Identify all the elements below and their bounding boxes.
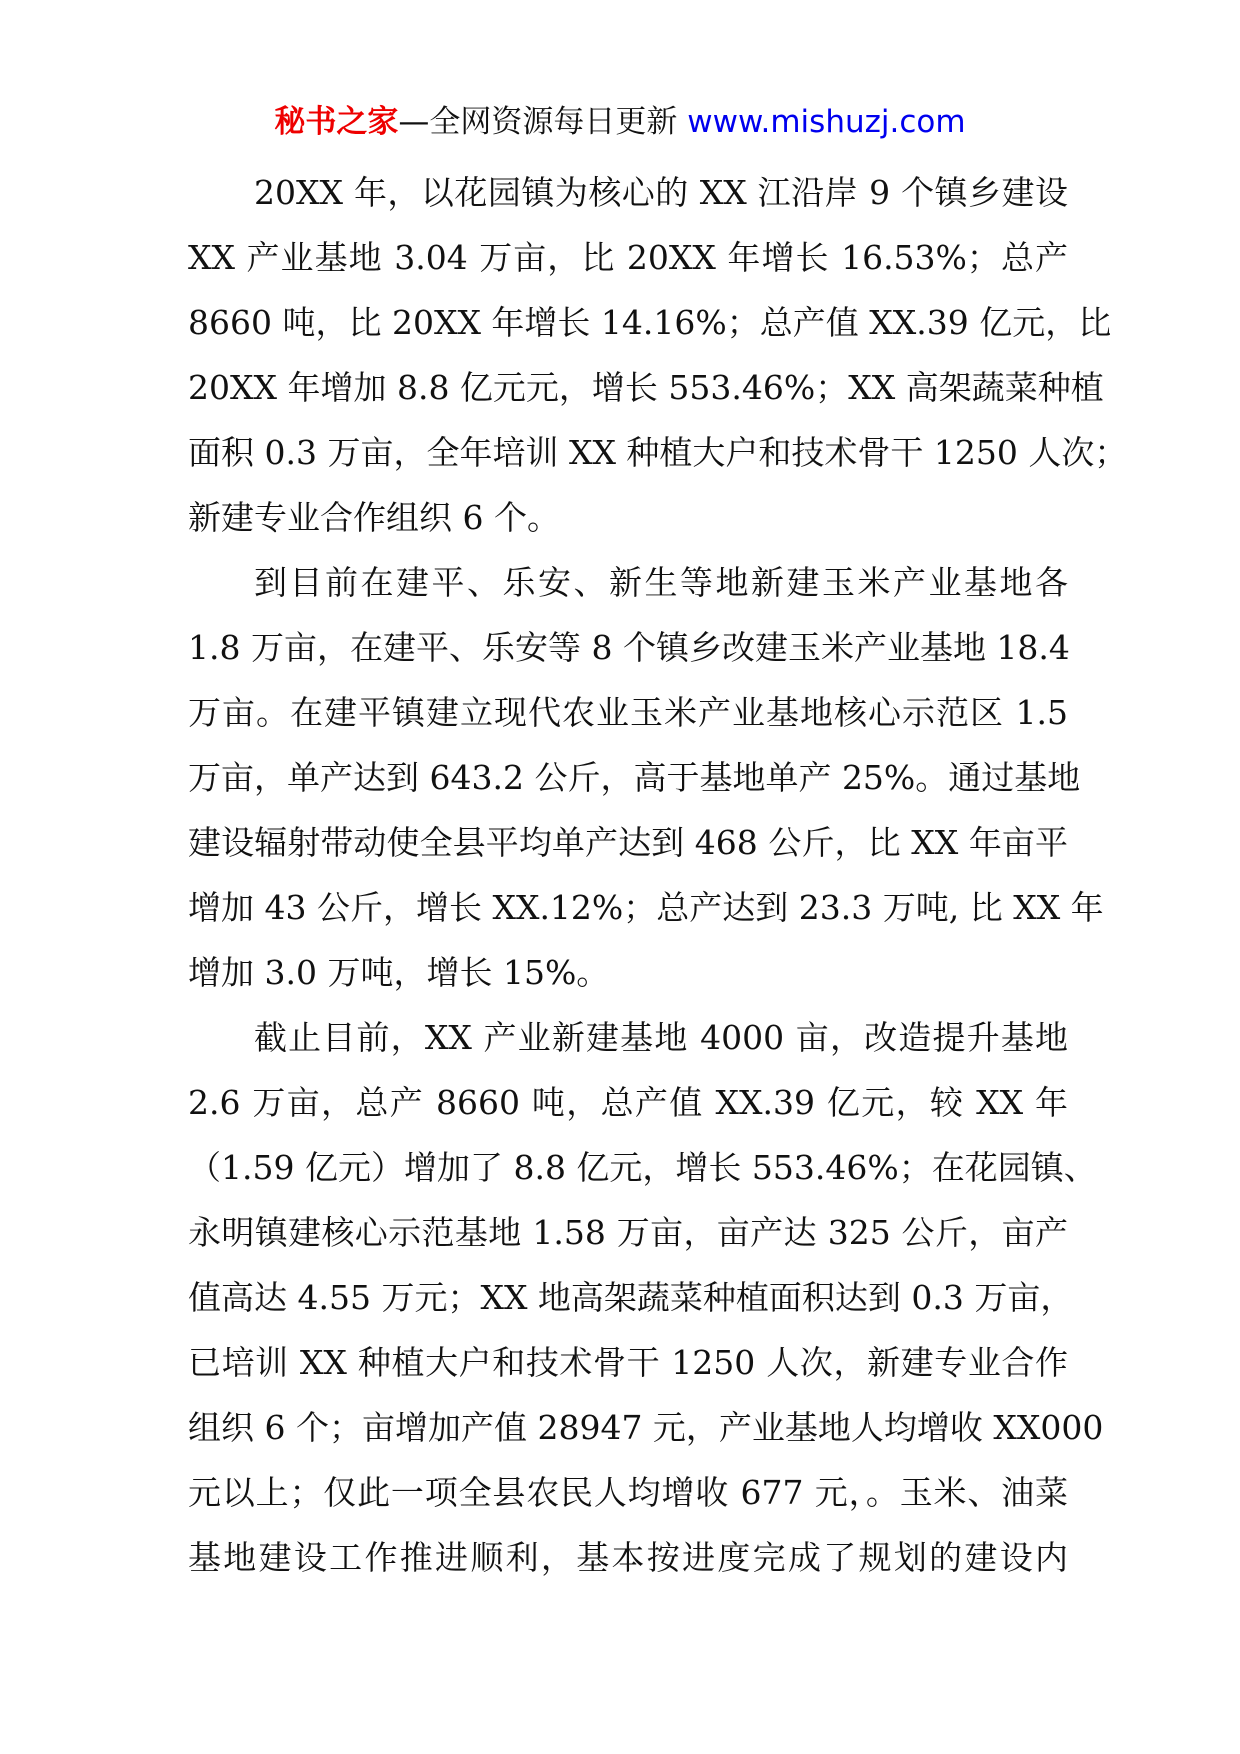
header-tagline: —全网资源每日更新 [398, 104, 688, 140]
paragraph-line: 增加 43 公斤，增长 XX.12%；总产达到 23.3 万吨, 比 XX 年 [188, 888, 1104, 927]
brand-name: 秘书之家 [274, 104, 399, 140]
paragraph-line: 增加 3.0 万吨，增长 15%。 [188, 953, 610, 992]
paragraph-line: 截止目前，XX 产业新建基地 4000 亩，改造提升基地 [254, 1018, 1068, 1057]
paragraph-line: 2.6 万亩，总产 8660 吨，总产值 XX.39 亿元，较 XX 年 [188, 1083, 1068, 1122]
paragraph-line: 组织 6 个；亩增加产值 28947 元，产业基地人均增收 XX000 [188, 1408, 1104, 1447]
paragraph-3 [188, 1005, 1104, 1590]
paragraph-2 [188, 550, 1104, 1005]
paragraph-line: 新建专业合作组织 6 个。 [188, 498, 560, 537]
paragraph-line: 元以上；仅此一项全县农民人均增收 677 元，。玉米、油菜 [188, 1473, 1068, 1512]
document-body [188, 160, 1128, 1590]
site-url-link[interactable]: www.mishuzj.com [687, 104, 966, 140]
paragraph-line: 万亩，单产达到 643.2 公斤，高于基地单产 25%。通过基地 [188, 758, 1081, 797]
paragraph-line: 值高达 4.55 万元；XX 地高架蔬菜种植面积达到 0.3 万亩， [188, 1278, 1074, 1317]
paragraph-line: 8660 吨，比 20XX 年增长 14.16%；总产值 XX.39 亿元，比 [188, 303, 1112, 342]
paragraph-1 [188, 160, 1128, 550]
paragraph-line: 面积 0.3 万亩，全年培训 XX 种植大户和技术骨干 1250 人次； [188, 433, 1128, 472]
paragraph-line: 永明镇建核心示范基地 1.58 万亩，亩产达 325 公斤，亩产 [188, 1213, 1068, 1252]
paragraph-line: 20XX 年增加 8.8 亿元元，增长 553.46%；XX 高架蔬菜种植 [188, 368, 1104, 407]
paragraph-line: 建设辐射带动使全县平均单产达到 468 公斤，比 XX 年亩平 [188, 823, 1068, 862]
page-header [0, 102, 1240, 142]
paragraph-line: 20XX 年，以花园镇为核心的 XX 江沿岸 9 个镇乡建设 [254, 173, 1068, 212]
paragraph-line: 到目前在建平、乐安、新生等地新建玉米产业基地各 [254, 563, 1068, 602]
paragraph-line: 万亩。在建平镇建立现代农业玉米产业基地核心示范区 1.5 [188, 693, 1068, 732]
paragraph-line: 已培训 XX 种植大户和技术骨干 1250 人次，新建专业合作 [188, 1343, 1068, 1382]
paragraph-line: 基地建设工作推进顺利，基本按进度完成了规划的建设内 [188, 1538, 1068, 1577]
paragraph-line: 1.8 万亩，在建平、乐安等 8 个镇乡改建玉米产业基地 18.4 [188, 628, 1070, 667]
paragraph-line: （1.59 亿元）增加了 8.8 亿元，增长 553.46%；在花园镇、 [188, 1148, 1097, 1187]
paragraph-line: XX 产业基地 3.04 万亩，比 20XX 年增长 16.53%；总产 [188, 238, 1068, 277]
